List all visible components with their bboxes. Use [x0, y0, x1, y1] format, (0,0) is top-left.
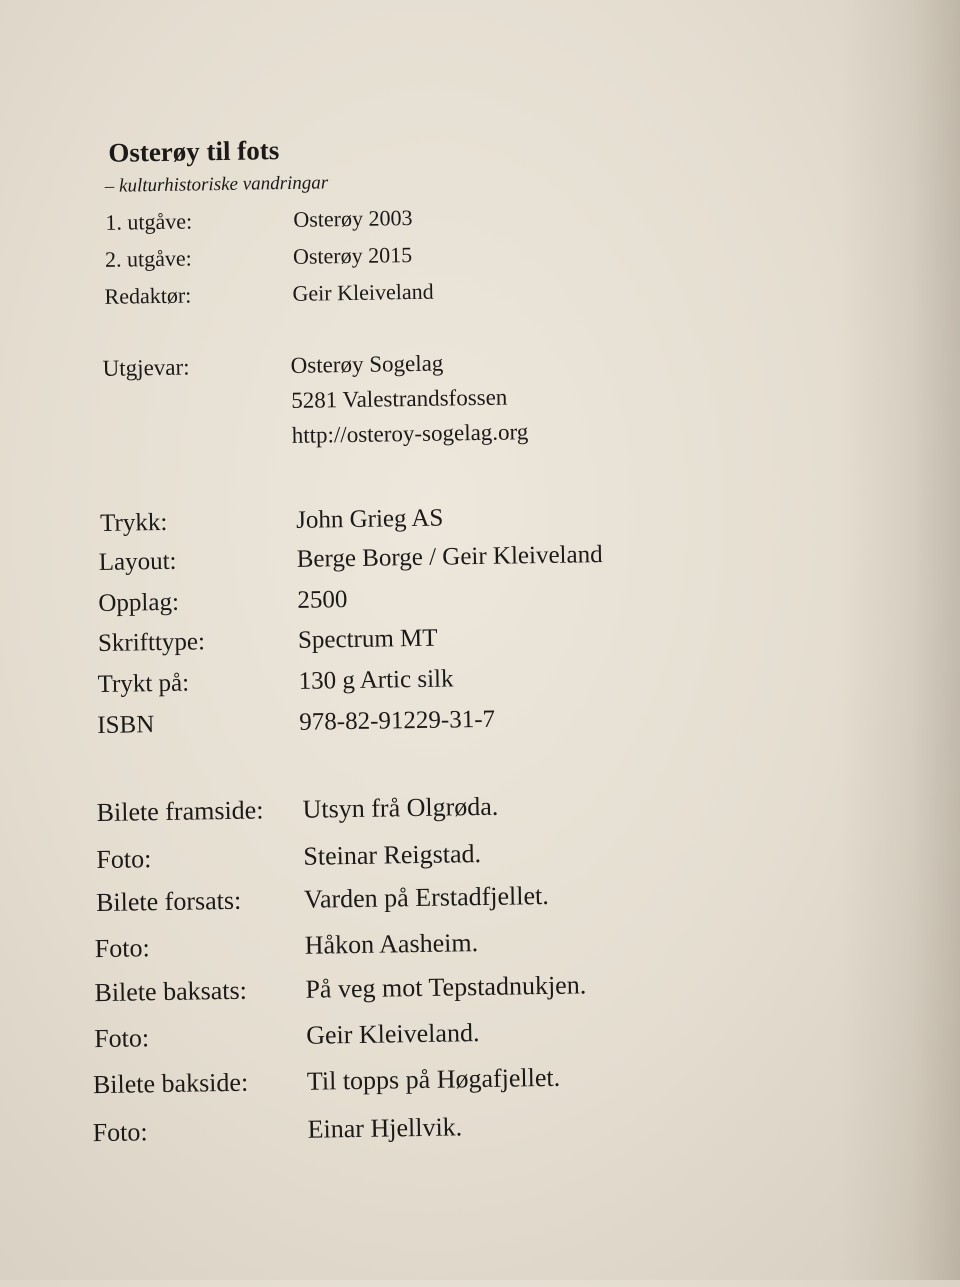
production-row — [97, 624, 438, 658]
production-value: John Grieg AS — [295, 504, 444, 534]
editor-label: Redaktør: — [104, 282, 192, 309]
photo-credit-row — [96, 839, 482, 875]
edition-value: Osterøy 2015 — [292, 242, 413, 269]
photo-label: Bilete baksats: — [94, 975, 248, 1008]
isbn-value: 978-82-91229-31-7 — [299, 705, 496, 736]
photo-label: Bilete framside: — [96, 795, 264, 828]
photo-credit-row — [94, 928, 479, 964]
book-subtitle: – kulturhistoriske vandringar — [104, 172, 329, 197]
book-title: Osterøy til fots — [108, 135, 280, 168]
photo-label: Foto: — [96, 844, 152, 875]
production-row — [99, 504, 444, 538]
production-row — [97, 665, 454, 699]
production-label: Opplag: — [98, 588, 180, 617]
production-label: Layout: — [98, 547, 177, 576]
isbn-label: ISBN — [97, 711, 155, 740]
photo-value: På veg mot Tepstadnukjen. — [305, 970, 587, 1004]
production-value: Berge Borge / Geir Kleiveland — [296, 541, 603, 573]
photo-value: Geir Kleiveland. — [305, 1018, 480, 1050]
editor-value: Geir Kleiveland — [292, 278, 434, 306]
photo-credit-row — [92, 1112, 463, 1148]
photo-label: Foto: — [92, 1117, 148, 1148]
edition-row-1 — [105, 205, 413, 235]
publisher-label: Utgjevar: — [102, 354, 190, 381]
production-value: 130 g Artic silk — [298, 665, 454, 695]
editor-row — [104, 278, 434, 309]
isbn-row — [97, 705, 496, 740]
photo-label: Foto: — [94, 933, 150, 964]
photo-credit-row — [93, 1018, 480, 1054]
photo-credit-row — [96, 791, 499, 828]
publisher-row — [102, 350, 444, 382]
photo-credit-row — [92, 1062, 561, 1100]
edition-row-2 — [104, 242, 413, 272]
photo-value: Einar Hjellvik. — [307, 1112, 463, 1144]
photo-credit-row — [94, 970, 587, 1008]
edition-label: 2. utgåve: — [104, 245, 192, 272]
production-label: Trykt på: — [97, 669, 190, 699]
photo-value: Varden på Erstadfjellet. — [303, 880, 549, 914]
photo-value: Til topps på Høgafjellet. — [306, 1062, 561, 1096]
photo-label: Foto: — [93, 1023, 150, 1054]
photo-label: Bilete bakside: — [92, 1067, 249, 1100]
photo-credit-row — [95, 880, 549, 918]
edition-label: 1. utgåve: — [105, 208, 193, 235]
edition-value: Osterøy 2003 — [293, 205, 413, 232]
production-value: 2500 — [297, 586, 348, 614]
publisher-name: Osterøy Sogelag — [290, 350, 444, 378]
photo-value: Utsyn frå Olgrøda. — [302, 791, 499, 824]
photo-value: Steinar Reigstad. — [303, 839, 482, 871]
production-row — [98, 541, 603, 577]
publisher-address: 5281 Valestrandsfossen — [291, 384, 508, 413]
photo-value: Håkon Aasheim. — [304, 928, 479, 960]
production-label: Trykk: — [99, 508, 168, 537]
publisher-url: http://osteroy-sogelag.org — [291, 419, 529, 448]
production-value: Spectrum MT — [297, 624, 438, 654]
production-row — [98, 586, 348, 618]
photo-label: Bilete forsats: — [95, 885, 242, 918]
production-label: Skrifttype: — [97, 628, 206, 657]
